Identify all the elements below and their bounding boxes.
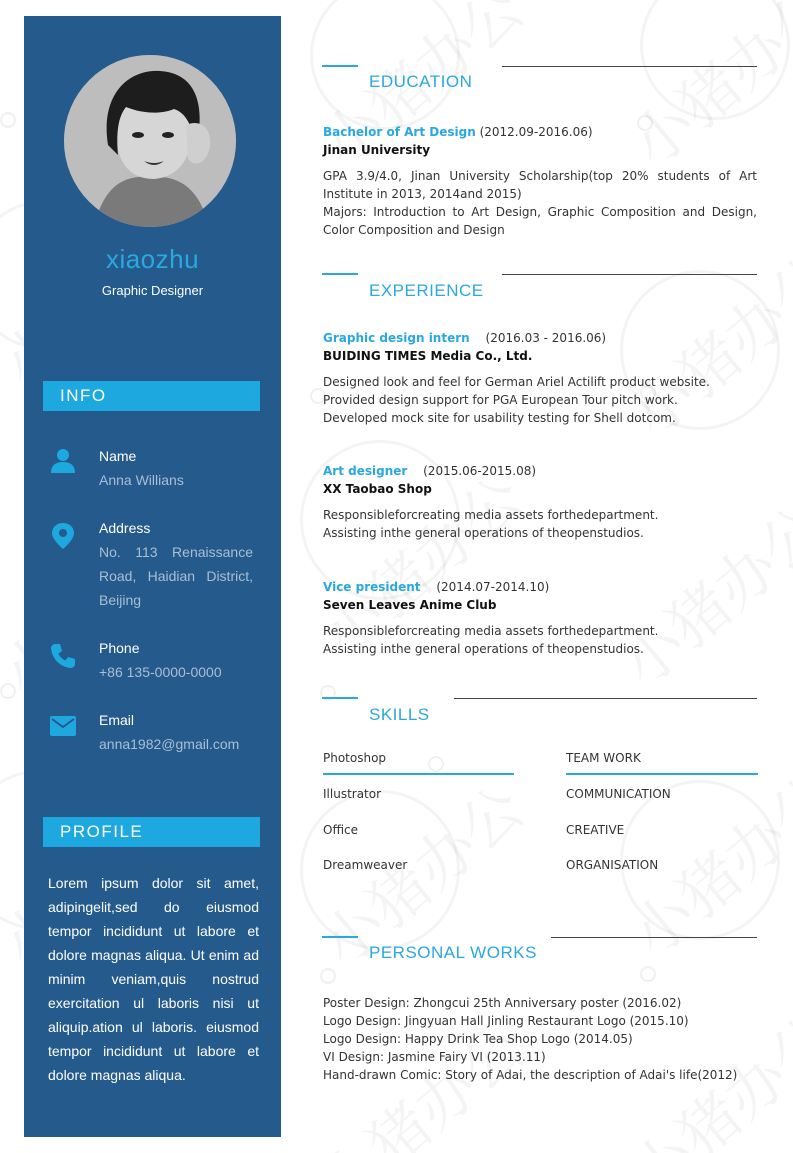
person-icon: [49, 446, 77, 474]
work-line: VI Design: Jasmine Fairy VI (2013.11): [323, 1050, 546, 1064]
info-value: No. 113 Renaissance Road, Haidian District, Beijing: [99, 544, 253, 608]
job-company: Seven Leaves Anime Club: [323, 598, 497, 612]
skill-item: CREATIVE: [566, 823, 625, 837]
experience-heading: EXPERIENCE: [369, 281, 484, 300]
section-accent-line: [322, 936, 358, 938]
work-line: Poster Design: Zhongcui 25th Anniversary poster (2016.02): [323, 996, 682, 1010]
job-line: Designed look and feel for German Ariel Actilift product website.: [323, 375, 710, 389]
education-majors: Majors: Introduction to Art Design, Graphic Composition and Design, Color Composition and Design: [323, 205, 757, 237]
education-school: Jinan University: [323, 143, 431, 157]
job-period: (2016.03 - 2016.06): [485, 331, 607, 345]
education-degree: Bachelor of Art Design: [323, 125, 476, 139]
job-line: Provided design support for PGA European Tour pitch work.: [323, 393, 678, 407]
work-line: Logo Design: Happy Drink Tea Shop Logo (2014.05): [323, 1032, 633, 1046]
info-value: anna1982@gmail.com: [99, 736, 240, 752]
section-accent-line: [322, 697, 358, 699]
section-divider: [454, 698, 757, 699]
section-accent-line: [322, 65, 358, 67]
info-label: Address: [99, 520, 151, 536]
skill-item: Illustrator: [323, 787, 382, 801]
job-title: Art designer: [323, 464, 408, 478]
job-title-line: [323, 329, 757, 347]
job-title-line: [323, 462, 757, 480]
skill-item: Office: [323, 823, 359, 837]
job-period: (2014.07-2014.10): [436, 580, 550, 594]
job-company: XX Taobao Shop: [323, 482, 432, 496]
info-value: Anna Willians: [99, 472, 184, 488]
job-line: Assisting inthe general operations of theopenstudios.: [323, 642, 644, 656]
skill-item: COMMUNICATION: [566, 787, 671, 801]
avatar: [64, 55, 236, 227]
job-line: Responsibleforcreating media assets forthedepartment.: [323, 624, 659, 638]
info-label: Email: [99, 712, 135, 728]
job-line: Assisting inthe general operations of theopenstudios.: [323, 526, 644, 540]
section-accent-line: [322, 273, 358, 275]
job-title: Vice president: [323, 580, 421, 594]
info-heading: INFO: [43, 381, 260, 411]
job-line: Responsibleforcreating media assets forthedepartment.: [323, 508, 659, 522]
location-pin-icon: [49, 522, 77, 550]
phone-icon: [49, 642, 77, 670]
education-degree-line: [323, 123, 757, 141]
education-period: (2012.09-2016.06): [479, 125, 593, 139]
skill-underline: [566, 773, 758, 775]
skills-heading: SKILLS: [369, 705, 430, 724]
profile-text: Lorem ipsum dolor sit amet, adipingelit,sed do eiusmod tempor incididunt ut labore et dolore magnas aliqua. Ut enim ad minim veniam,quis nostrud exercitation ul laboris nisi ut aliquip.ation ul laboris. eiusmod tempor incididunt ut labore et dolore magnas aliqua.: [48, 875, 259, 1083]
skill-item: Dreamweaver: [323, 858, 408, 872]
skill-item: TEAM WORK: [566, 751, 641, 765]
work-line: Hand-drawn Comic: Story of Adai, the description of Adai's life(2012): [323, 1068, 738, 1082]
works-heading: PERSONAL WORKS: [369, 943, 537, 962]
portrait-photo: [64, 55, 236, 227]
profile-heading: PROFILE: [43, 817, 260, 847]
skill-item: Photoshop: [323, 751, 387, 765]
job-period: (2015.06-2015.08): [423, 464, 537, 478]
info-label: Name: [99, 448, 137, 464]
job-line: Developed mock site for usability testing for Shell dotcom.: [323, 411, 676, 425]
info-value: +86 135-0000-0000: [99, 664, 222, 680]
section-divider: [551, 937, 757, 938]
work-line: Logo Design: Jingyuan Hall Jinling Restaurant Logo (2015.10): [323, 1014, 689, 1028]
section-divider: [502, 274, 757, 275]
job-company: BUIDING TIMES Media Co., Ltd.: [323, 349, 533, 363]
education-detail: GPA 3.9/4.0, Jinan University Scholarship(top 20% students of Art Institute in 2013, 2014and 2015): [323, 169, 757, 201]
skill-underline: [323, 773, 514, 775]
info-label: Phone: [99, 640, 140, 656]
skill-item: ORGANISATION: [566, 858, 659, 872]
job-title-line: [323, 578, 757, 596]
mail-icon: [49, 712, 77, 740]
section-divider: [502, 66, 757, 67]
profile-name: xiaozhu: [105, 244, 200, 274]
profile-role: Graphic Designer: [101, 283, 204, 298]
education-heading: EDUCATION: [369, 72, 473, 91]
job-title: Graphic design intern: [323, 331, 470, 345]
sidebar: [24, 16, 281, 1137]
